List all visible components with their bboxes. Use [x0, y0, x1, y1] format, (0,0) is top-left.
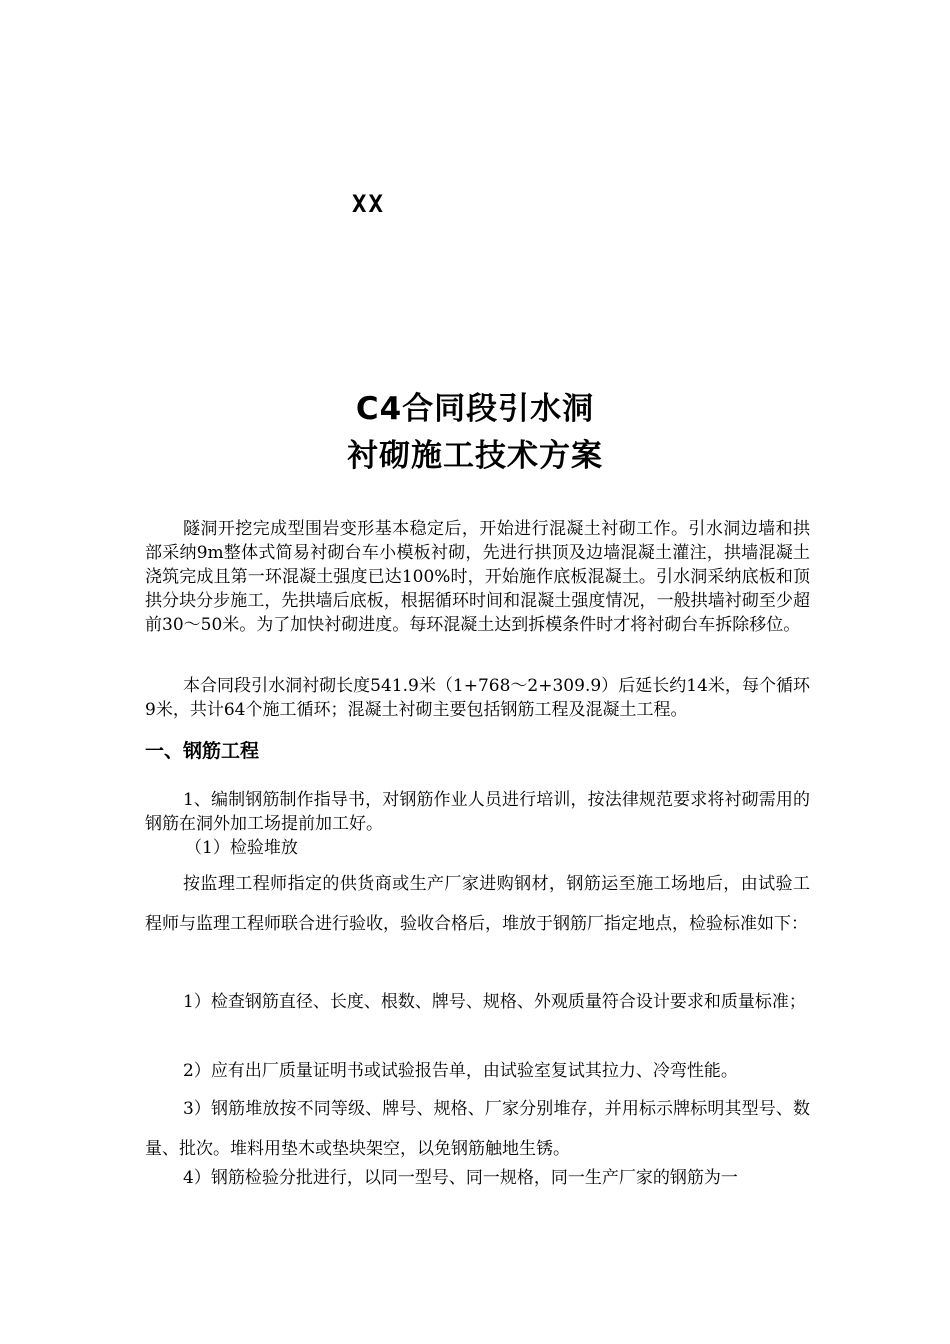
check-item-4: 4）钢筋检验分批进行，以同一型号、同一规格，同一生产厂家的钢筋为一: [183, 1168, 738, 1188]
item-1-paragraph: 1、编制钢筋制作指导书，对钢筋作业人员进行培训，按法律规范要求将衬砌需用的钢筋在洞外加工场提前加工好。: [145, 790, 810, 834]
company-name: XX: [352, 190, 385, 218]
check-item-3: 3）钢筋堆放按不同等级、牌号、规格、厂家分别堆存，并用标示牌标明其型号、数量、批次。堆料用垫木或垫块架空，以免钢筋触地生锈。: [145, 1099, 810, 1159]
check-item-2: 2）应有出厂质量证明书或试验报告单，由试验室复试其拉力、冷弯性能。: [183, 1061, 738, 1081]
intro-paragraph-2: 本合同段引水洞衬砌长度541.9米（1+768～2+309.9）后延长约14米，每个循环9米，共计64个施工循环；混凝土衬砌主要包括钢筋工程及混凝土工程。: [145, 676, 810, 720]
inspection-paragraph: 按监理工程师指定的供货商或生产厂家进购钢材，钢筋运至施工场地后，由试验工程师与监理工程师联合进行验收，验收合格后，堆放于钢筋厂指定地点，检验标准如下：: [145, 874, 810, 934]
section-heading-rebar: 一、钢筋工程: [145, 740, 260, 762]
document-title-line2: 衬砌施工技术方案: [347, 438, 603, 474]
intro-paragraph-1: 隧洞开挖完成型围岩变形基本稳定后，开始进行混凝土衬砌工作。引水洞边墙和拱部采纳9m整体式简易衬砌台车小模板衬砌，先进行拱顶及边墙混凝土灌注，拱墙混凝土浇筑完成且第一环混凝土强度已达100%时，开始施作底板混凝土。引水洞采纳底板和顶拱分块分步施工，先拱墙后底板，根据循环时间和混凝土强度情况，一般拱墙衬砌至少超前30～50米。为了加快衬砌进度。每环混凝土达到拆模条件时才将衬砌台车拆除移位。: [145, 519, 810, 635]
check-item-1: 1）检查钢筋直径、长度、根数、牌号、规格、外观质量符合设计要求和质量标准；: [183, 992, 806, 1012]
document-title-line1: C4合同段引水洞: [355, 391, 595, 427]
subsection-heading-inspection: （1）检验堆放: [185, 838, 298, 858]
